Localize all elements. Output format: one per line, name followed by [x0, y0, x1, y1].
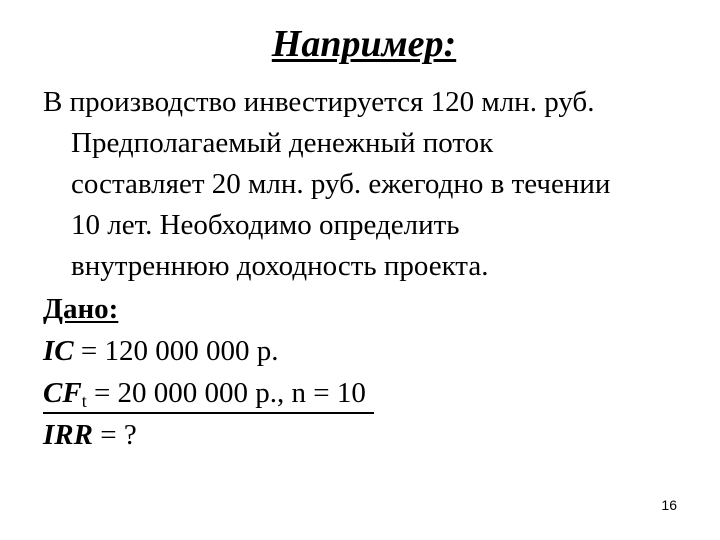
irr-value: = ? [92, 419, 137, 452]
cf-value: = 20 000 000 р., n = 10 [86, 377, 366, 410]
problem-line-5: внутреннюю доходность проекта. [71, 249, 489, 282]
cf-variable: CF [43, 377, 82, 410]
ic-variable: IC [43, 335, 74, 368]
cf-subscript: t [81, 391, 87, 412]
problem-line-2: Предполагаемый денежный поток [71, 126, 494, 159]
given-heading: Дано: [43, 293, 119, 325]
problem-statement [43, 82, 713, 286]
irr-variable: IRR [43, 419, 93, 452]
given-block [43, 288, 663, 456]
given-ic-row [43, 330, 663, 372]
given-heading-row [43, 288, 663, 330]
problem-line-1: В производство инвестируется 120 млн. руб. [43, 86, 595, 118]
problem-line-3: составляет 20 млн. руб. ежегодно в течении [71, 167, 611, 200]
given-irr-row [43, 414, 663, 456]
problem-line-4: 10 лет. Необходимо определить [71, 208, 460, 241]
cf-underlined-line [43, 377, 374, 414]
slide-title: Например: [271, 23, 457, 65]
ic-value: = 120 000 000 р. [73, 335, 279, 368]
given-cf-row [43, 372, 663, 414]
page-number: 16 [661, 497, 677, 513]
